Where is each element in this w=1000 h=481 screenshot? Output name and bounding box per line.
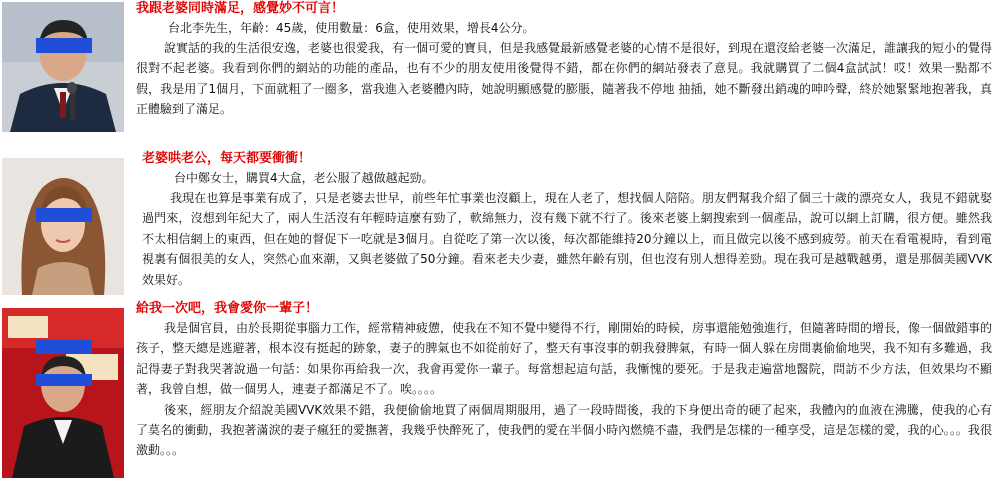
testimonial-content-3 [136,300,992,461]
man-portrait-icon [2,2,124,132]
man-with-banner-icon [2,308,124,478]
testimonial-card-2 [0,150,1000,300]
testimonial-card-3 [0,300,1000,481]
testimonial-photo-3 [2,308,124,478]
censor-bar [36,38,92,53]
testimonial-photo-2 [2,158,124,295]
testimonial-content-1 [136,0,992,120]
testimonial-meta: 台中鄭女士，購買4大盒，老公服了越做越起勁。 [174,171,434,185]
testimonial-title: 給我一次吧，我會愛你一輩子！ [136,301,319,316]
woman-portrait-icon [2,158,124,295]
testimonial-content-2 [142,150,992,290]
censor-bar [36,374,92,386]
testimonial-paragraph: 說實話的我的生活很安逸，老婆也很愛我，有一個可愛的寶貝，但是我感覺最新感覺老婆的心情不是很好，到現在還沒給老婆一次滿足，誰讓我的短小的覺得很對不起老婆。我看到你們的網站的功能的產品，也有不少的朋友使用後覺得不錯，都在你們的網站發表了意見。我就購買了二個4盒試試！哎！效果一點都不假，我是用了1個月，下面就粗了一圈多，當我進入老婆體內時，她說明顯感覺的膨脹，隨著我不停地 抽插，她不斷發出銷魂的呻吟聲，終於她緊緊地抱著我，真正體驗到了滿足。 [136,41,993,117]
testimonial-title: 我跟老婆同時滿足，感覺妙不可言！ [136,1,345,16]
censor-bar [36,208,92,222]
testimonial-photo-1 [2,2,124,132]
testimonial-title: 老婆哄老公，每天都要衝衝！ [142,151,312,166]
testimonial-meta: 台北李先生，年齡：45歲，使用數量：6盒，使用效果，增長4公分。 [168,21,535,35]
testimonial-paragraph: 後來，經朋友介紹說美國VVK效果不錯，我便偷偷地買了兩個周期服用，過了一段時間後，我的下身便出奇的硬了起來，我體內的血液在沸騰，使我的心有了莫名的衝動，我抱著滿淚的妻子瘋狂的愛撫著，我幾乎快醉死了，使我們的愛在半個小時內燃燒不盡，我們是怎樣的一種享受，這是怎樣的愛，我的心。。。我很激動。。。 [136,402,992,458]
testimonial-card-1 [0,0,1000,160]
testimonial-paragraph: 我是個官員，由於長期從事腦力工作，經常精神疲憊，使我在不知不覺中變得不行，剛開始的時候，房事還能勉強進行，但隨著時間的增長，像一個做錯事的孩子，整天總是逃避著，根本沒有挺起的跡象，妻子的脾氣也不如從前好了，整天有事沒事的朝我發脾氣，有時一個人躲在房間裏偷偷地哭，我不知有多難過，我記得妻子對我哭著說過一句話：如果你再給我一次，我會再愛你一輩子。每當想起這句話，我慚愧的要死。于是我走遍當地醫院，問訪不少方法，但效果均不顯著，我曾自想，做一個男人，連妻子都滿足不了。唉。。。。 [136,321,993,397]
censor-bar [36,340,92,354]
testimonial-paragraph: 我現在也算是事業有成了，只是老婆去世早，前些年忙事業也沒顧上，現在人老了，想找個人陪陪。朋友們幫我介紹了個三十歲的漂亮女人，我見不錯就娶過門來，沒想到年紀大了，兩人生活沒有年輕時這麼有勁了，軟綿無力，沒有幾下就不行了。後來老婆上網搜索到一個產品，說可以網上訂購，很方便。雖然我不太相信網上的東西，但在她的督促下一吃就是3個月。自從吃了第一次以後，每次都能維持20分鐘以上，而且做完以後不感到疲勞。前天在看電視時，看到電視裏有個很美的女人，突然心血來潮，又與老婆做了50分鐘。看來老夫少妻，雖然年齡有別，但也沒有別人想得差勁。現在我可是越戰越勇，還是那個美國VVK效果好。 [142,191,992,287]
